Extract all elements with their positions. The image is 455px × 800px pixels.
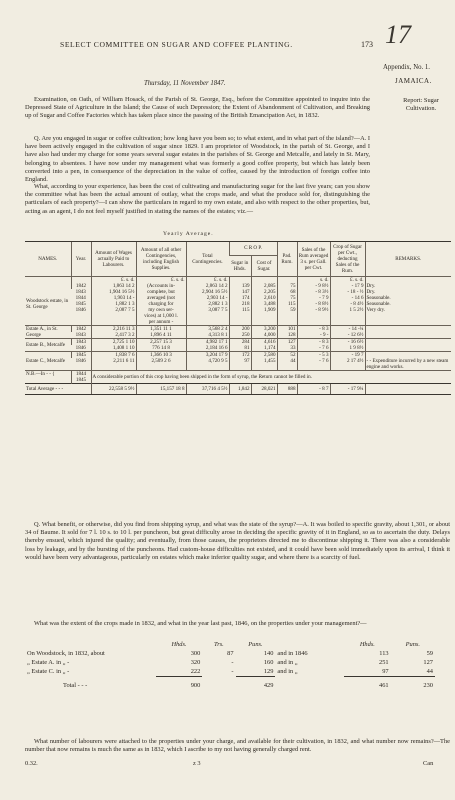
cell-year: 1843 — [71, 339, 91, 346]
crop-mid: and in „ — [277, 668, 298, 676]
cell-wages: 1,863 14 2 — [91, 283, 136, 289]
cell-wages: 1,838 7 6 — [91, 352, 136, 359]
cell-wages: 2,417 3 2 — [91, 332, 136, 339]
cell-year: 1846 — [75, 358, 86, 364]
cell-sugar: 147 — [229, 289, 251, 295]
crop-total-label: Total - - - — [63, 681, 88, 689]
cell-sugar: 81 — [229, 345, 251, 352]
crop-trs: - — [231, 659, 234, 666]
cell-crop: 1 5 2½ — [330, 307, 365, 313]
cell-rum: 127 — [277, 339, 297, 346]
footer-catchword: Can — [423, 760, 434, 767]
crop-hhds-1846: 113 — [379, 650, 389, 657]
cell-year: 1845 — [71, 352, 91, 359]
crop-puns-1832: 129 — [263, 668, 274, 675]
cell-sugar: 250 — [229, 332, 251, 339]
cell-year: 1843 — [75, 332, 86, 338]
cell-year: 1842 — [71, 326, 91, 333]
cell-rum: 75 — [277, 283, 297, 289]
cell-crop: - 12 6½ — [330, 332, 365, 339]
total-total: 37,716 4 5½ — [186, 384, 229, 395]
crop-hhds-1832: 300 — [190, 650, 201, 657]
cell-rum: 59 — [277, 307, 297, 313]
col-header-crop-sugar: Crop of Sugar per Cwt., deducting Sales of the Rum. — [330, 242, 365, 277]
cell-wages: 1,408 1 10 — [91, 345, 136, 352]
col-header-names: NAMES. — [25, 242, 71, 277]
cell-cost: 4,000 — [251, 332, 277, 339]
total-cont: 15,157 18 8 — [136, 384, 186, 395]
total-cost: 28,021 — [251, 384, 277, 395]
cell-year: 1842 — [71, 283, 91, 289]
total-rum: 888 — [277, 384, 297, 395]
cell-total: 3,568 2 4 — [186, 326, 229, 333]
nb-year: 1844 — [75, 371, 87, 377]
crop-total-puns-1846: 230 — [391, 677, 435, 691]
cell-contingencies: my own ser- — [136, 307, 186, 313]
cell-total: 4,720 9 5 — [186, 358, 229, 371]
cell-total: 2,903 14 - — [186, 295, 229, 301]
crop-total-row — [25, 677, 435, 691]
cell-sugar: 97 — [229, 358, 251, 371]
crop-header-hhds-1832: Hhds. — [171, 641, 187, 648]
cell-crop: - 16 6½ — [330, 339, 365, 346]
unit-wages: £. s. d. — [91, 277, 136, 284]
cell-rum: 52 — [277, 352, 297, 359]
cell-wages: 2,725 1 10 — [91, 339, 136, 346]
cell-rum: 115 — [277, 301, 297, 307]
cell-contingencies: averaged (not — [136, 295, 186, 301]
crop-row — [25, 667, 435, 677]
cell-crop: - 8 4½ — [330, 301, 365, 307]
cell-year: 1843 — [75, 289, 86, 295]
nb-text: A considerable portion of this crop having been shipped in the form of syrup, the Return cannot be filled in. — [91, 371, 451, 384]
cell-sugar: 172 — [229, 352, 251, 359]
cell-crop: 1 9 8½ — [330, 345, 365, 352]
nb-row — [25, 371, 451, 384]
cell-contingencies: 1,366 10 3 — [136, 352, 186, 359]
col-header-remarks: REMARKS. — [365, 242, 451, 277]
cell-total: 2,184 16 6 — [186, 345, 229, 352]
cell-remarks: Seasonable. — [365, 301, 451, 307]
crop-total-trs — [202, 677, 235, 691]
cell-sales: - 7 6 — [297, 358, 330, 371]
cell-crop: - 19 7 — [330, 352, 365, 359]
question-2-paragraph: What, according to your experience, has been the cost of cultivating and manufacturing sugar for the last five years; can you show the committee what has been the actual amount of outlay, what the crops made, and what the produce sold for, distinguishing the particulars of each property?—I can show the particulars in regard to my own estate, and also with respect to the other properties, but, acting as an agent, I do not feel myself justified in stating the names of the estates; viz.— — [25, 183, 370, 215]
crop-row — [25, 658, 435, 667]
crop-hhds-1832: 320 — [190, 659, 201, 666]
estate-name: Estate A., in St. George — [25, 326, 71, 339]
date-line: Thursday, 11 November 1847. — [144, 80, 226, 87]
cell-crop: 2 17 4½ — [330, 358, 365, 371]
crop-comparison-table — [25, 640, 435, 690]
crop-total-puns-1832: 429 — [236, 677, 276, 691]
cell-cost: 2,610 — [251, 295, 277, 301]
crop-header-hhds-1846: Hhds. — [359, 641, 375, 648]
col-header-contingencies: Amount of all other Contingencies, including English Supplies. — [136, 242, 186, 277]
col-header-cost: Cost of Sugar. — [251, 255, 277, 276]
col-header-year: Year. — [71, 242, 91, 277]
cell-total: 2,863 14 2 — [186, 283, 229, 289]
cell-contingencies: 2,509 2 6 — [136, 358, 186, 371]
running-header: SELECT COMMITTEE ON SUGAR AND COFFEE PLANTING. — [60, 40, 293, 49]
unit-crop: £. s. d. — [330, 277, 365, 284]
cell-cost: 2,580 — [251, 352, 277, 359]
cell-sugar: 174 — [229, 295, 251, 301]
col-header-crop: C R O P. — [229, 242, 277, 256]
question-3-paragraph: Q. What benefit, or otherwise, did you find from shipping syrup, and what was the state of the syrup?—A. It was boiled to specific gravity, about 1,301, or about 34 of Baume. It sold for 7 l. 10 s. to 10 l. per puncheon, but great difficulty arose in deciding the specific gravity of it in England, so as to ascertain the duty. Delays thereby ensued, which injured the quality; and eventually, from those causes, the proprietors directed me to discontinue shipping it. There was also a considerable loss by leakage, and by the bursting of the puncheons. Had custom-house difficulties not existed, and it could have been sold immediately upon its arrival, I think it would have been very advantageous, particularly on estates which make inferior quality sugar, and where there is a scarcity of fuel. — [25, 521, 450, 561]
cell-remarks: Dry. — [365, 283, 451, 289]
cell-year: 1846 — [75, 345, 86, 351]
crop-header-puns-1832: Puns. — [248, 641, 263, 648]
cell-blank — [365, 384, 451, 395]
cell-crop: - 17 9 — [330, 283, 365, 289]
question-4-paragraph: What was the extent of the crops made in 1832, and what in the year last past, 1846, on the properties under your management?— — [34, 620, 367, 627]
unit-total: £. s. d. — [186, 277, 229, 284]
nb-year: 1845 — [75, 377, 87, 383]
cell-rum: 33 — [277, 345, 297, 352]
cell-rum: 101 — [277, 326, 297, 333]
handwritten-page-mark: 17 — [385, 20, 411, 49]
crop-hhds-1832: 222 — [190, 668, 201, 675]
cell-rum: 75 — [277, 295, 297, 301]
cell-total: 3,204 17 9 — [186, 352, 229, 359]
crop-total-hhds-1832: 900 — [156, 677, 203, 691]
cell-sales: - 8 9½ — [297, 307, 330, 313]
cell-wages: 1,904 16 5½ — [91, 289, 136, 295]
examination-paragraph: Examination, on Oath, of William Hosack, of the Parish of St. George, Esq., before the Committee appointed to inquire into the Depressed State of Agriculture in the Island; the Cause of such Depression; the Extent of Abandonment of Cultivation, and Breaking up of Sugar and Coffee Factories which has taken place since the passing of the British Emancipation Act, in 1832. — [25, 96, 370, 120]
cell-rum: 128 — [277, 332, 297, 339]
footer-ref: 0.32. — [25, 760, 38, 767]
total-label: Total Average - - - — [25, 384, 91, 395]
cell-year: 1844 — [75, 295, 86, 301]
cell-cost: 2,205 — [251, 289, 277, 295]
col-header-sugar: Sugar in Hhds. — [229, 255, 251, 276]
cell-cost: 1,909 — [251, 307, 277, 313]
col-header-total: Total Contingencies. — [186, 242, 229, 277]
crop-trs: 87 — [227, 650, 234, 657]
crop-label: „ Estate C. in „ - — [27, 668, 70, 676]
cell-remarks: - - Expenditure incurred by a new steam engine and works. — [365, 358, 451, 371]
cell-crop: - 18 - ½ — [330, 289, 365, 295]
cell-cost: 1,455 — [251, 358, 277, 371]
cell-wages: 2,211 6 11 — [91, 358, 136, 371]
estate-name: Estate C., Metcalfe — [25, 352, 71, 371]
cell-wages: 1,903 14 - — [91, 295, 136, 301]
cell-cost: 1,174 — [251, 345, 277, 352]
cell-total: 2,904 16 5½ — [186, 289, 229, 295]
cell-contingencies: 1,896 4 11 — [136, 332, 186, 339]
crop-puns-1846: 44 — [426, 668, 433, 675]
cell-sales: - 9 8½ — [297, 283, 330, 289]
cell-contingencies: 1,351 11 1 — [136, 326, 186, 333]
crop-mid: and in 1846 — [277, 650, 308, 657]
cell-remarks: Seasonable. — [365, 295, 451, 301]
crop-row — [25, 649, 435, 658]
col-header-rum: Pad. Rum. — [277, 242, 297, 277]
cell-sales: - 8 3½ — [297, 289, 330, 295]
cell-cost: 3,488 — [251, 301, 277, 307]
cell-cost: 2,085 — [251, 283, 277, 289]
cell-wages: 2,087 7 5 — [91, 307, 136, 313]
cell-contingencies-note: vices) at 1,000 l. — [136, 313, 186, 319]
crop-hhds-1846: 251 — [379, 659, 389, 666]
cell-wages: 1,882 1 3 — [91, 301, 136, 307]
cell-total: 4,313 8 1 — [186, 332, 229, 339]
crop-mid: and in „ — [277, 659, 298, 666]
cell-year: 1845 — [75, 301, 86, 307]
total-sales: - 8 7 — [297, 384, 330, 395]
crop-puns-1846: 59 — [426, 650, 433, 657]
cell-rum: 68 — [277, 289, 297, 295]
cell-sales: - 7 9 — [297, 295, 330, 301]
crop-header-trs: Trs. — [214, 641, 224, 648]
page-number: 173 — [361, 40, 373, 49]
cell-year: 1846 — [75, 307, 86, 313]
cell-total: 3,087 7 5 — [186, 307, 229, 313]
cell-cost: 3,200 — [251, 326, 277, 333]
nb-years — [71, 371, 91, 384]
table-title: Yearly Average. — [163, 231, 214, 237]
cell-sales: - 9 - — [297, 332, 330, 339]
col-header-wages: Amount of Wages actually Paid to Labourers. — [91, 242, 136, 277]
nb-label: N.B.—In - - { — [25, 371, 71, 384]
table-row — [25, 358, 451, 371]
cell-sugar: 200 — [229, 326, 251, 333]
unit-sales: s. d. — [297, 277, 330, 284]
unit-contingencies: £. s. d. — [136, 277, 186, 284]
crop-label: On Woodstock, in 1832, about — [27, 650, 105, 657]
estate-name: Estate B., Metcalfe — [25, 339, 71, 352]
yearly-average-table — [25, 241, 451, 395]
crop-puns-1832: 160 — [263, 659, 274, 666]
question-1-paragraph: Q. Are you engaged in sugar or coffee cultivation; how long have you been so; to what extent, and in what part of the island?—A. I have been actively engaged in the cultivation of sugar since 1829. I am proprietor of Woodstock, in the parish of St. George, and I have also had under my charge for some years several sugar estates in the parishes of St. George and Metcalfe, and lately in St. Mary, belonging to absentees. I have now under my management what was formerly a good coffee property, but which has lately been converted into a pen, in consequence of the depreciation in the value of coffee, caused by the introduction of foreign coffee into England. — [25, 135, 371, 184]
cell-remarks: Dry. — [365, 289, 451, 295]
crop-header-puns-1846: Puns. — [405, 641, 420, 648]
cell-remarks: Very dry. — [365, 307, 451, 313]
cell-sugar: 139 — [229, 283, 251, 289]
cell-contingencies: (Accounts in- — [136, 283, 186, 289]
cell-sales: - 8 8½ — [297, 301, 330, 307]
total-row — [25, 384, 451, 395]
crop-hhds-1846: 97 — [382, 668, 389, 675]
colony-label: JAMAICA. — [395, 77, 432, 85]
cell-crop: - 14 -¼ — [330, 326, 365, 333]
crop-header-row — [25, 640, 435, 649]
cell-sales: - 8 3 — [297, 339, 330, 346]
cell-sugar: 115 — [229, 307, 251, 313]
report-sidenote: Report: Sugar Cultivation. — [403, 97, 439, 112]
cell-blank — [275, 677, 344, 691]
cell-wages: 2,216 11 3 — [91, 326, 136, 333]
cell-sales: - 8 3 — [297, 326, 330, 333]
cell-cost: 4,616 — [251, 339, 277, 346]
cell-contingencies: charging for — [136, 301, 186, 307]
appendix-label: Appendix, No. 1. — [383, 64, 431, 71]
cell-rum: 44 — [277, 358, 297, 371]
crop-puns-1832: 140 — [263, 650, 274, 657]
col-header-sales-rum: Sales of the Rum averaged 3 s. per Gall. per Cwt. — [297, 242, 330, 277]
cell-sugar: 218 — [229, 301, 251, 307]
crop-puns-1846: 127 — [423, 659, 433, 666]
question-5-paragraph: What number of labourers were attached to the properties under your charge, and available for their cultivation, in 1832, and what number now remains?—The number that now remains is much the same as in 1832, which I ascribe to my not having generally charged rent. — [25, 738, 450, 754]
cell-sales: - 5 3 — [297, 352, 330, 359]
total-wages: 22,558 5 9½ — [91, 384, 136, 395]
cell-contingencies: 2,257 15 3 — [136, 339, 186, 346]
cell-sales: - 7 6 — [297, 345, 330, 352]
cell-contingencies: complete, but — [136, 289, 186, 295]
cell-contingencies-note: per annum - — [136, 319, 186, 326]
cell-sugar: 284 — [229, 339, 251, 346]
crop-label: „ Estate A. in „ - — [27, 659, 70, 666]
total-crop: - 17 9¼ — [330, 384, 365, 395]
estate-name: Woodstock estate, in St. George — [26, 298, 69, 310]
cell-total: 4,982 17 1 — [186, 339, 229, 346]
cell-crop: - 14 6 — [330, 295, 365, 301]
cell-total: 2,882 1 3 — [186, 301, 229, 307]
crop-trs: - — [231, 668, 234, 676]
total-sugar: 1,842 — [229, 384, 251, 395]
crop-total-hhds-1846: 461 — [344, 677, 391, 691]
cell-contingencies: 776 14 8 — [136, 345, 186, 352]
footer-signature: z 3 — [193, 760, 201, 767]
